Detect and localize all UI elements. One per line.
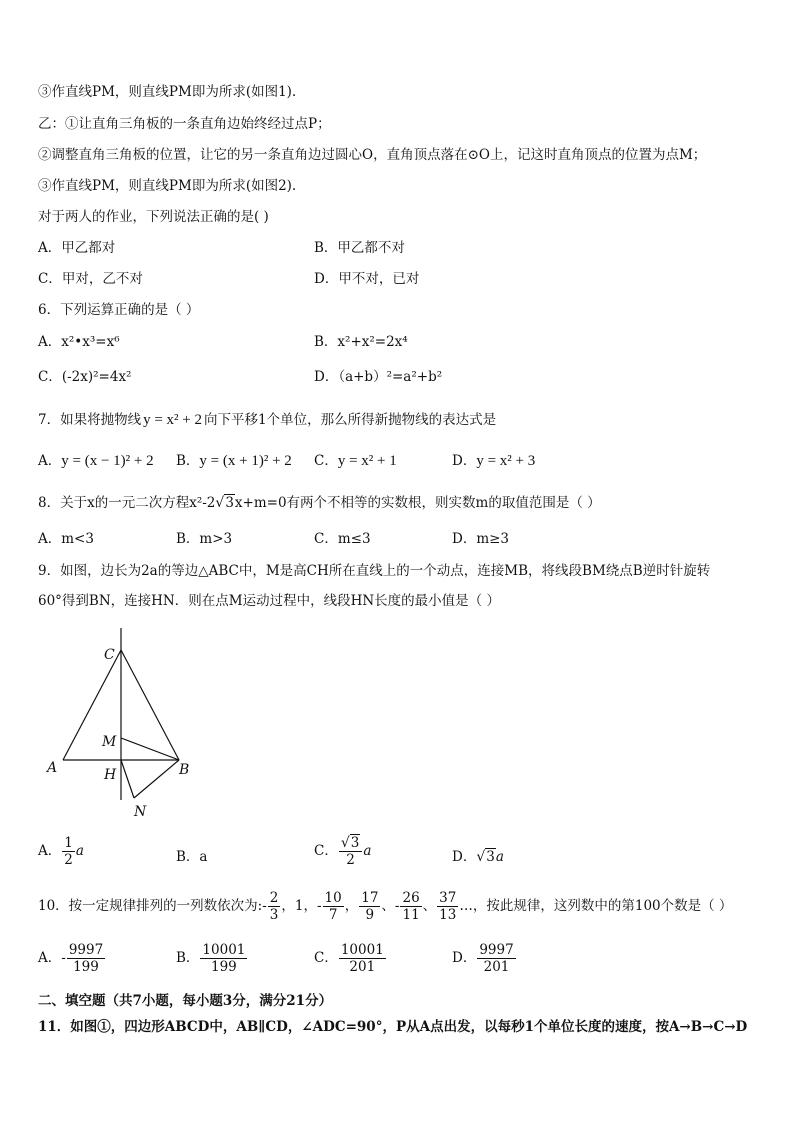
- q9-stem-line-2: 60°得到BN，连接HN．则在点M运动过程中，线段HN长度的最小值是（ ）: [38, 593, 500, 609]
- q9-option-d-radicand: 3: [486, 849, 495, 865]
- q8-stem-post: x+m=0有两个不相等的实数根，则实数m的取值范围是（ ）: [234, 495, 601, 511]
- side-cb: [121, 650, 179, 760]
- prev-option-d: D．甲不对，已对: [314, 271, 420, 287]
- q9-option-a-numerator: 1: [64, 835, 73, 851]
- q7-option-a-expr: y = (x − 1)² + 2: [61, 453, 154, 469]
- q10-sep-5: 、: [422, 898, 437, 914]
- q7-option-d-expr: y = x² + 3: [476, 453, 536, 469]
- q10-term-3: $\frac{10}{7}$: [324, 890, 342, 923]
- q10-term-6: $\frac{37}{13}$: [439, 890, 457, 923]
- q9-option-c-denominator: 2: [346, 852, 355, 868]
- q8-stem: [38, 494, 601, 512]
- q9-option-c: [314, 835, 371, 868]
- q10-stem-post: …，按此规律，这列数中的第100个数是（ ）: [459, 898, 733, 914]
- prev-option-b: B．甲乙都不对: [314, 240, 405, 256]
- q9-option-a-fraction: [62, 835, 75, 868]
- segment-mb: [121, 738, 179, 760]
- q7-option-d-label: D．: [452, 453, 477, 469]
- q9-option-c-variable: a: [363, 843, 372, 859]
- q8-option-b: B．m>3: [176, 531, 233, 547]
- q10-term-4: $\frac{17}{9}$: [361, 890, 379, 923]
- q10-option-c-fraction: $\frac{10001}{201}$: [340, 942, 384, 975]
- q6-stem: 6．下列运算正确的是（ ）: [38, 302, 200, 318]
- q7-stem-pre: 7．如果将抛物线: [38, 412, 142, 428]
- q10-term-3-sign: -: [316, 898, 322, 914]
- section-heading: 二、填空题（共7小题，每小题3分，满分21分）: [38, 993, 333, 1009]
- q7-expression: y = x² + 2: [143, 412, 203, 428]
- prev-line-3: ②调整直角三角板的位置，让它的另一条直角边过圆心O，直角顶点落在⊙O上，记这时直角顶点的位置为点M；: [38, 147, 707, 163]
- q7-option-b: [176, 452, 292, 470]
- q7-option-a: [38, 452, 154, 470]
- q10-option-c-label: C．: [314, 950, 338, 966]
- q7-stem: [38, 411, 496, 429]
- q9-option-a-denominator: 2: [64, 852, 73, 868]
- q10-option-b: [176, 942, 248, 975]
- label-c: C: [104, 647, 115, 663]
- q7-option-a-label: A．: [38, 453, 62, 469]
- q10-option-a-label: A．-: [38, 950, 66, 966]
- q11-stem: 11．如图①，四边形ABCD中，AB∥CD，∠ADC=90°，P从A点出发，以每秒1个单位长度的速度，按A→B→C→D: [38, 1019, 748, 1035]
- q10-option-a: [38, 942, 106, 975]
- q10-option-d-fraction: $\frac{9997}{201}$: [479, 942, 514, 975]
- sqrt-sign-icon: √: [340, 835, 350, 851]
- q9-geometry-figure: [40, 622, 200, 822]
- q8-radicand: 3: [225, 495, 234, 511]
- q9-option-b: B．a: [176, 849, 208, 865]
- q6-option-d: D．（a+b）²=a²+b²: [314, 369, 443, 385]
- q9-option-d-variable: a: [495, 849, 504, 865]
- q10-sep-3: ，: [344, 898, 359, 914]
- segment-hn: [121, 760, 134, 798]
- q10-stem: [38, 890, 732, 923]
- q9-option-a-label: A．: [38, 843, 62, 859]
- prev-line-1: ③作直线PM，则直线PM即为所求(如图1).: [38, 84, 297, 100]
- label-n: N: [134, 804, 147, 820]
- q7-option-c-expr: y = x² + 1: [337, 453, 397, 469]
- q9-option-d-label: D．: [452, 849, 477, 865]
- prev-line-5: 对于两人的作业，下列说法正确的是( ): [38, 209, 269, 225]
- q6-option-b: B．x²+x²=2x⁴: [314, 334, 408, 350]
- q10-option-b-label: B．: [176, 950, 200, 966]
- q10-option-c: [314, 942, 387, 975]
- sqrt-sign-icon: √: [476, 849, 486, 865]
- q7-option-c-label: C．: [314, 453, 338, 469]
- q10-sep-4: 、: [381, 898, 395, 914]
- q10-term-1-sign: -: [262, 898, 267, 914]
- segment-bn: [134, 760, 179, 798]
- prev-option-a: A．甲乙都对: [38, 240, 116, 256]
- q7-option-d: [452, 452, 535, 470]
- q10-term-1: $\frac{2}{3}$: [269, 890, 279, 923]
- q10-term-5: $\frac{26}{11}$: [402, 890, 420, 923]
- q10-option-d-label: D．: [452, 950, 477, 966]
- label-h: H: [104, 767, 117, 783]
- q9-option-c-numerator: √3: [339, 835, 363, 852]
- q6-option-c: C．(-2x)²=4x²: [38, 369, 132, 385]
- q9-option-a-variable: a: [75, 843, 84, 859]
- q9-stem-line-1: 9．如图，边长为2a的等边△ABC中，M是高CH所在直线上的一个动点，连接MB，将线段BM绕点B逆时针旋转: [38, 563, 711, 579]
- q10-stem-pre: 10．按一定规律排列的一列数依次为:: [38, 898, 263, 914]
- label-b: B: [179, 762, 190, 778]
- prev-line-2: 乙：①让直角三角板的一条直角边始终经过点P；: [38, 116, 331, 132]
- prev-line-4: ③作直线PM，则直线PM即为所求(如图2).: [38, 178, 297, 194]
- q9-option-c-label: C．: [314, 843, 338, 859]
- q7-stem-post: 向下平移1个单位，那么所得新抛物线的表达式是: [204, 412, 497, 428]
- sqrt-sign-icon: √: [215, 495, 225, 511]
- q8-option-c: C．m≤3: [314, 531, 371, 547]
- q9-option-a: [38, 835, 84, 868]
- q10-option-b-fraction: $\frac{10001}{199}$: [202, 942, 246, 975]
- q10-option-a-fraction: $\frac{9997}{199}$: [68, 942, 104, 975]
- label-m: M: [102, 734, 117, 750]
- q9-option-d: [452, 848, 504, 866]
- q10-sep-1: ，1，: [281, 898, 317, 914]
- q7-option-b-label: B．: [176, 453, 200, 469]
- q7-option-c: [314, 452, 397, 470]
- q8-option-a: A．m<3: [38, 531, 94, 547]
- q7-option-b-expr: y = (x + 1)² + 2: [199, 453, 292, 469]
- q9-option-c-fraction: [339, 835, 363, 868]
- q6-option-a: A．x²•x³=x⁶: [38, 334, 120, 350]
- q8-option-d: D．m≥3: [452, 531, 510, 547]
- label-a: A: [47, 760, 58, 776]
- q8-stem-pre: 8．关于x的一元二次方程x²-2: [38, 495, 216, 511]
- q10-term-5-sign: -: [394, 898, 400, 914]
- q10-option-d: [452, 942, 517, 975]
- prev-option-c: C．甲对，乙不对: [38, 271, 143, 287]
